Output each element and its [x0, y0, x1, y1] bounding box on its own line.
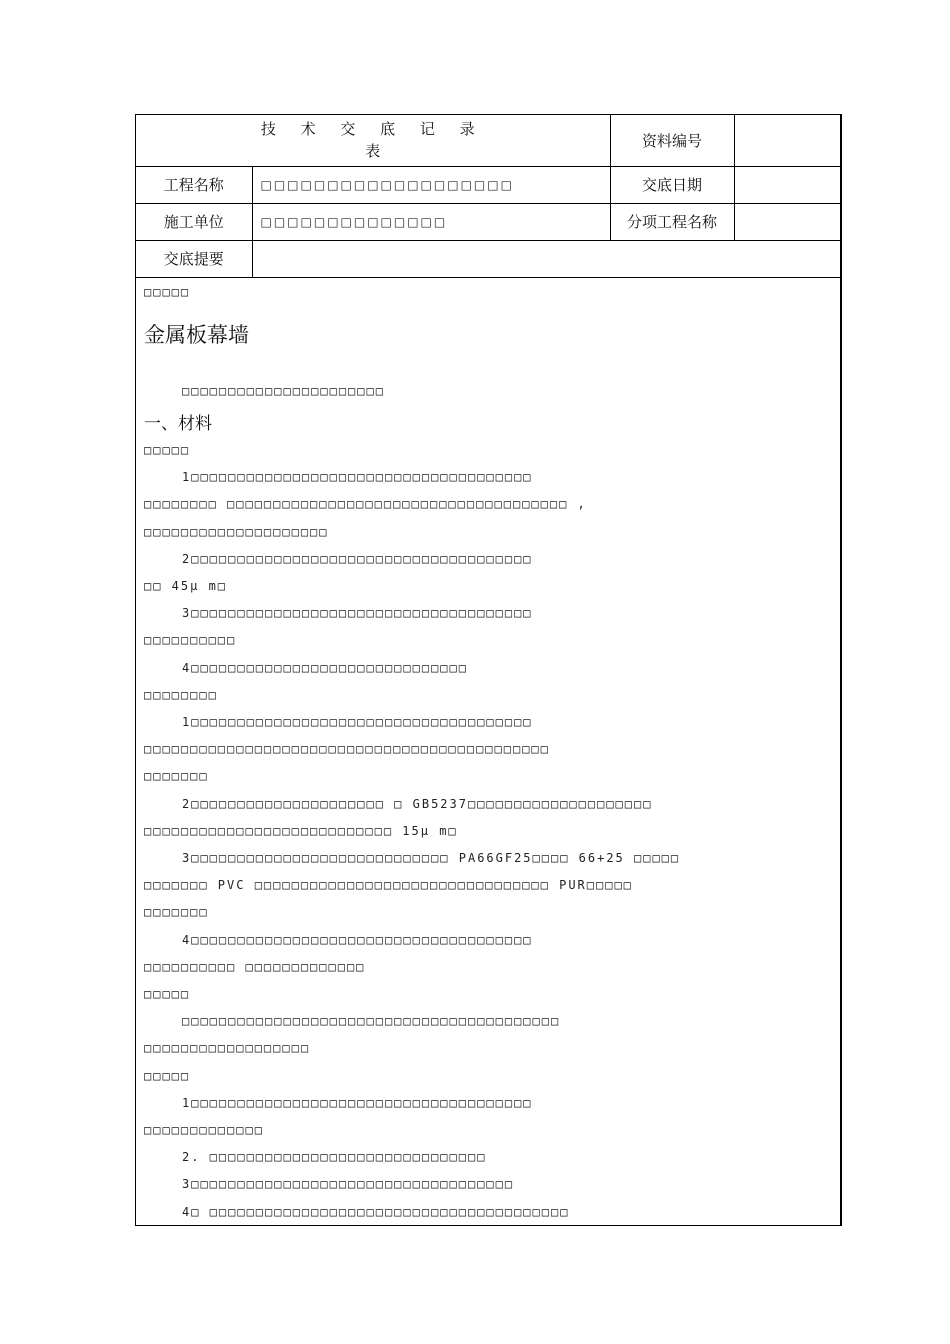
disclosure-date-label: 交底日期 [610, 166, 734, 203]
content-heading: 金属板幕墙 [144, 323, 249, 347]
content-line: 3□□□□□□□□□□□□□□□□□□□□□□□□□□□□ PA66GF25□□□□ 66+25 □□□□□ [182, 851, 681, 865]
content-line: 2□□□□□□□□□□□□□□□□□□□□□ □ GB5237□□□□□□□□□□□□□□□□□□□□ [182, 796, 653, 811]
sub-project-value[interactable] [734, 203, 841, 240]
content-line: 2□□□□□□□□□□□□□□□□□□□□□□□□□□□□□□□□□□□□□ [182, 551, 533, 566]
project-name-value[interactable]: □□□□□□□□□□□□□□□□□□□ [252, 166, 610, 203]
content-line: □□□□□□□□□□□□□ [144, 1123, 264, 1137]
content-line: □□□□□□□□□□ □□□□□□□□□□□□□ [144, 959, 366, 974]
construction-unit-label: 施工单位 [136, 203, 252, 240]
content-line: 2. □□□□□□□□□□□□□□□□□□□□□□□□□□□□□□ [182, 1150, 487, 1165]
construction-unit-value[interactable]: □□□□□□□□□□□□□□ [252, 203, 610, 240]
content-line: 4□ □□□□□□□□□□□□□□□□□□□□□□□□□□□□□□□□□□□□□□□ [182, 1204, 570, 1219]
doc-number-label: 资料编号 [610, 115, 734, 166]
form-title [136, 115, 610, 166]
intro-line: □□□□□ [144, 285, 191, 299]
content-line: 4□□□□□□□□□□□□□□□□□□□□□□□□□□□□□□□□□□□□□ [182, 932, 533, 947]
content-line: 3□□□□□□□□□□□□□□□□□□□□□□□□□□□□□□□□□□□ [182, 1177, 515, 1192]
content-line: □□□□□□□□□□□□□□□□□□□□□□□□□□□□□□□□□□□□□□□□□ [182, 1014, 561, 1029]
section-heading-materials: 一、材料 [144, 414, 212, 434]
content-line: □□□□□ [144, 443, 191, 457]
content-line: 1□□□□□□□□□□□□□□□□□□□□□□□□□□□□□□□□□□□□□ [182, 1095, 533, 1110]
content-line: 4□□□□□□□□□□□□□□□□□□□□□□□□□□□□□□ [182, 660, 468, 675]
content-line: □□□□□□□□ [144, 687, 218, 702]
summary-label: 交底提要 [136, 240, 252, 277]
form-title-line2: 表 [365, 142, 381, 161]
content-line: □□□□□ [144, 987, 191, 1001]
content-line: 1□□□□□□□□□□□□□□□□□□□□□□□□□□□□□□□□□□□□□ [182, 715, 533, 729]
content-line: □□□□□□□□□□□□□□□□□□□□□□□□□□□□□□□□□□□□□□□□□□□□ [144, 742, 550, 757]
content-line: □□□□□□□□□□□□□□□□□□□□ [144, 524, 329, 539]
sub-project-label: 分项工程名称 [610, 203, 734, 240]
lead-line: □□□□□□□□□□□□□□□□□□□□□□ [182, 384, 385, 398]
content-line: 1□□□□□□□□□□□□□□□□□□□□□□□□□□□□□□□□□□□□□ [182, 470, 533, 485]
summary-value[interactable] [252, 240, 841, 277]
content-line: □□□□□□□□□□□□□□□□□□□□□□□□□□□ 15μ m□ [144, 823, 458, 838]
doc-number-value[interactable] [734, 115, 841, 166]
content-line: □□□□□□□□□□□□□□□□□□ [144, 1041, 311, 1056]
content-line: □□□□□□□ [144, 905, 209, 920]
content-line: □□□□□□□ [144, 769, 209, 784]
header-table [136, 115, 841, 278]
project-name-label: 工程名称 [136, 166, 252, 203]
content-line: □□□□□□□ PVC □□□□□□□□□□□□□□□□□□□□□□□□□□□□□□□□ PUR□□□□□ [144, 878, 633, 893]
disclosure-form [135, 114, 842, 1226]
disclosure-date-value[interactable] [734, 166, 841, 203]
content-line: □□□□□□□□ □□□□□□□□□□□□□□□□□□□□□□□□□□□□□□□□□□□□□ , [144, 497, 587, 512]
form-title-line1: 技 术 交 底 记 录 [260, 120, 485, 139]
content-line: □□ 45μ m□ [144, 579, 228, 593]
content-line: □□□□□ [144, 1068, 191, 1083]
content-line: 3□□□□□□□□□□□□□□□□□□□□□□□□□□□□□□□□□□□□□ [182, 606, 533, 621]
content-line: □□□□□□□□□□ [144, 633, 237, 648]
